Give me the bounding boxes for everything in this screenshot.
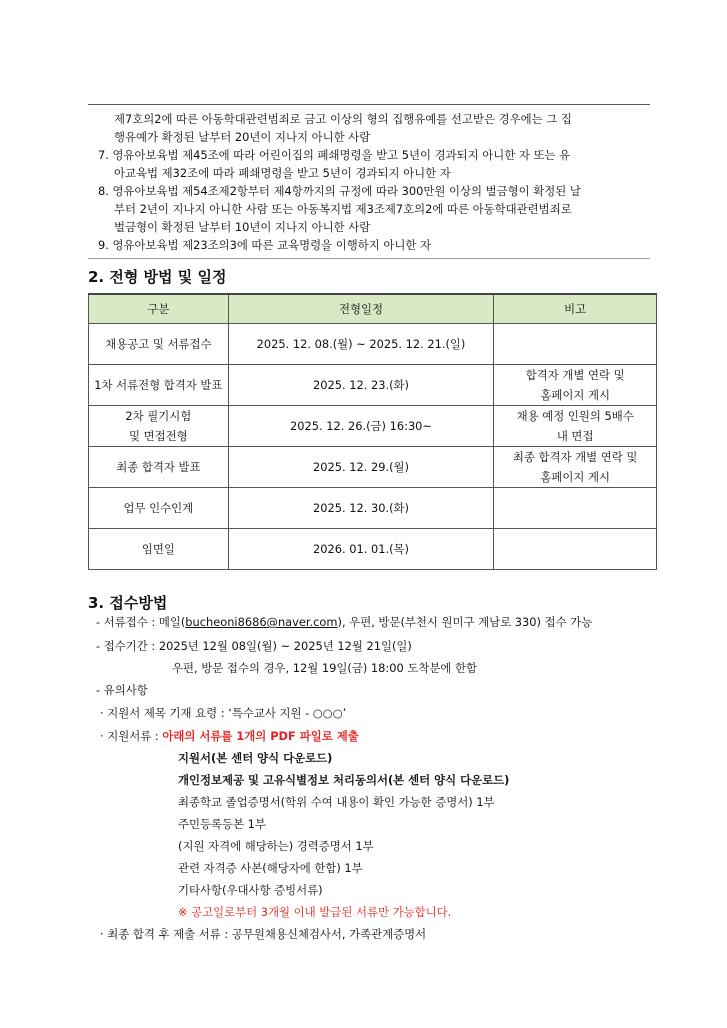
schedule-row	[89, 324, 657, 365]
note-text: 합격자 개별 연락 및	[525, 368, 625, 382]
criteria-line: 아교육법 제32조에 따라 폐쇄명령을 받고 5년이 경과되지 아니한 자	[114, 166, 451, 180]
stage-text: 2차 필기시험	[125, 409, 192, 423]
notice-label: - 유의사항	[96, 683, 148, 697]
note-text: 내 면접	[556, 429, 594, 443]
note-cell	[494, 324, 657, 365]
top-divider	[88, 104, 650, 105]
note-cell	[494, 488, 657, 529]
stage-cell	[89, 324, 229, 365]
schedule-row	[89, 447, 657, 488]
schedule-table	[88, 293, 657, 570]
stage-cell	[89, 529, 229, 570]
schedule-row	[89, 406, 657, 447]
final-docs-line: · 최종 합격 후 제출 서류 : 공무원채용신체검사서, 가족관계증명서	[100, 927, 427, 941]
doc-item: 지원서(본 센터 양식 다운로드)	[178, 751, 333, 765]
docs-line	[100, 728, 359, 744]
date-cell: 2026. 01. 01.(목)	[228, 529, 494, 570]
criteria-line: 제7호의2에 따른 아동학대관련범죄로 금고 이상의 형의 집행유예를 선고받은 경우에는 그 집	[114, 112, 572, 126]
doc-item: 관련 자격증 사본(해당자에 한함) 1부	[178, 861, 363, 875]
header-date: 전형일정	[228, 294, 494, 324]
note-cell	[494, 447, 657, 488]
date-cell: 2025. 12. 26.(금) 16:30~	[228, 406, 494, 447]
note-text: 홈페이지 게시	[540, 388, 610, 402]
period-note: 우편, 방문 접수의 경우, 12월 19일(금) 18:00 도착분에 한함	[172, 661, 477, 675]
schedule-row	[89, 365, 657, 406]
note-cell	[494, 529, 657, 570]
stage-cell	[89, 488, 229, 529]
criteria-line: 행유예가 확정된 날부터 20년이 지나지 아니한 사람	[114, 130, 371, 144]
note-text: 홈페이지 게시	[540, 470, 610, 484]
note-text: 채용 예정 인원의 5배수	[516, 409, 634, 423]
doc-item: 최종학교 졸업증명서(학위 수여 내용이 확인 가능한 증명서) 1부	[178, 795, 495, 809]
stage-text: 1차 서류전형 합격자 발표	[94, 378, 223, 392]
stage-cell	[89, 365, 229, 406]
doc-item: 기타사항(우대사항 증빙서류)	[178, 883, 323, 897]
date-cell: 2025. 12. 08.(월) ~ 2025. 12. 21.(일)	[228, 324, 494, 365]
period-line: - 접수기간 : 2025년 12월 08일(월) ~ 2025년 12월 21일(일)	[96, 639, 412, 653]
receipt-prefix: - 서류접수 : 메일(	[96, 615, 186, 629]
doc-item: 개인정보제공 및 고유식별정보 처리동의서(본 센터 양식 다운로드)	[178, 773, 510, 787]
docs-instruction: 아래의 서류를 1개의 PDF 파일로 제출	[162, 729, 359, 743]
stage-cell	[89, 406, 229, 447]
stage-text: 및 면접전형	[129, 429, 188, 443]
date-cell: 2025. 12. 29.(월)	[228, 447, 494, 488]
schedule-row	[89, 488, 657, 529]
criteria-line: 벌금형이 확정된 날부터 10년이 지나지 아니한 사람	[114, 220, 371, 234]
criteria-line: 부터 2년이 지나지 아니한 사람 또는 아동복지법 제3조제7호의2에 따른 아동학대관련범죄로	[114, 202, 572, 216]
receipt-suffix: ), 우편, 방문(부천시 원미구 계남로 330) 접수 가능	[337, 615, 593, 629]
stage-text: 채용공고 및 서류접수	[105, 337, 212, 351]
docs-warning: ※ 공고일로부터 3개월 이내 발급된 서류만 가능합니다.	[178, 905, 452, 919]
header-note: 비고	[494, 294, 657, 324]
header-stage: 구분	[89, 294, 229, 324]
criteria-bottom-divider	[88, 258, 650, 259]
section-3-heading: 3. 접수방법	[88, 594, 168, 612]
receipt-line	[96, 614, 592, 630]
note-text: 최종 합격자 개별 연락 및	[512, 450, 638, 464]
date-cell: 2025. 12. 23.(화)	[228, 365, 494, 406]
stage-text: 임면일	[141, 542, 175, 556]
email-link[interactable]: bucheoni8686@naver.com	[185, 615, 338, 629]
criteria-line: 7. 영유아보육법 제45조에 따라 어린이집의 폐쇄명령을 받고 5년이 경과되지 아니한 자 또는 유	[98, 148, 571, 162]
doc-item: 주민등록등본 1부	[178, 817, 266, 831]
criteria-line: 9. 영유아보육법 제23조의3에 따른 교육명령을 이행하지 아니한 자	[98, 238, 432, 252]
stage-text: 업무 인수인계	[123, 501, 194, 515]
schedule-row	[89, 529, 657, 570]
docs-label: · 지원서류 :	[100, 729, 163, 743]
note-cell	[494, 406, 657, 447]
date-cell: 2025. 12. 30.(화)	[228, 488, 494, 529]
section-2-heading: 2. 전형 방법 및 일정	[88, 268, 227, 286]
stage-text: 최종 합격자 발표	[116, 460, 201, 474]
schedule-header-row	[89, 294, 657, 324]
criteria-line: 8. 영유아보육법 제54조제2항부터 제4항까지의 규정에 따라 300만원 이상의 벌금형이 확정된 날	[98, 184, 581, 198]
title-rule-line: · 지원서 제목 기재 요령 : ‘특수교사 지원 - ○○○’	[100, 706, 347, 720]
note-cell	[494, 365, 657, 406]
doc-item: (지원 자격에 해당하는) 경력증명서 1부	[178, 839, 374, 853]
stage-cell	[89, 447, 229, 488]
